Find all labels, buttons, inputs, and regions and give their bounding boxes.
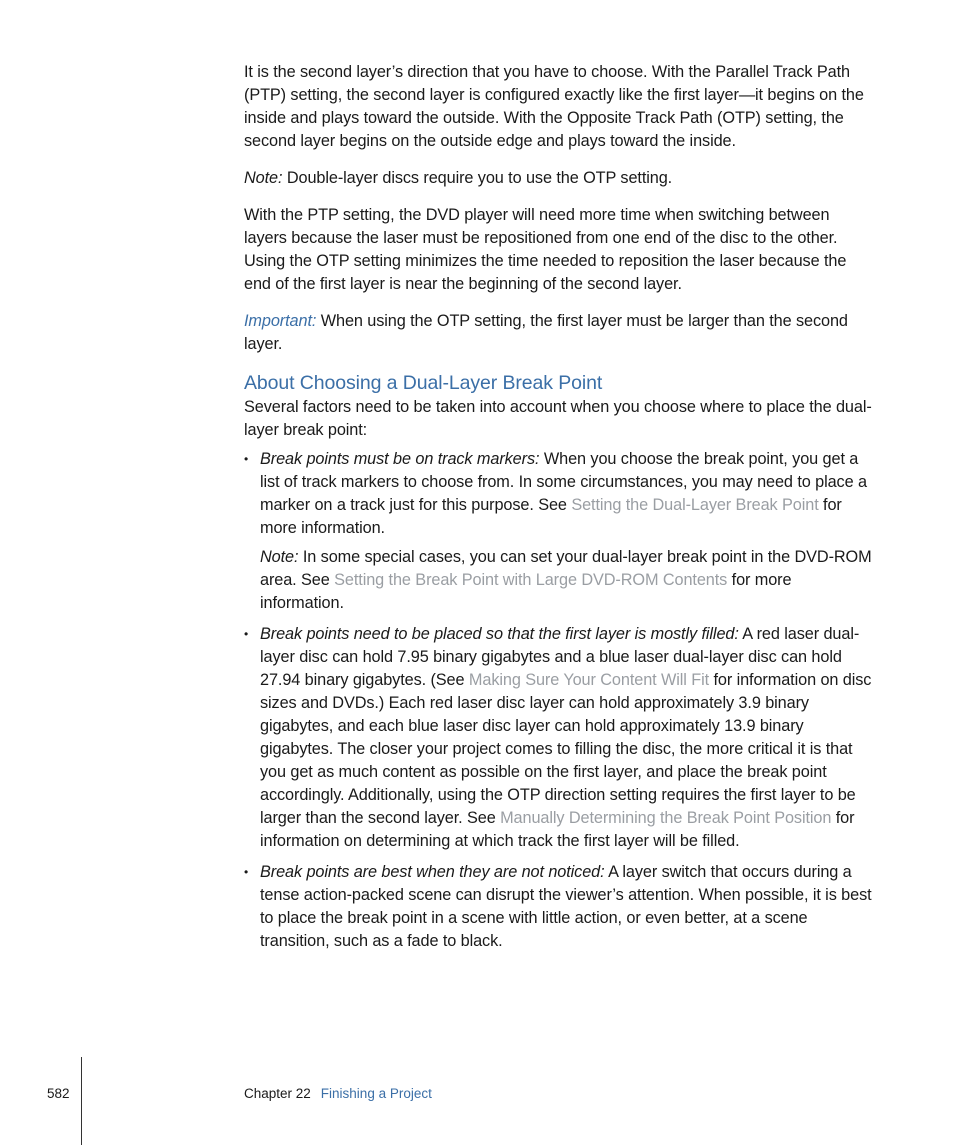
section-heading: About Choosing a Dual-Layer Break Point [244, 372, 603, 394]
bullet-text: A red laser dual-layer disc can hold 7.95 binary gigabytes and a blue laser dual-layer disc can hold 27.94 binary gigabytes. (See [260, 625, 860, 689]
xref-link-content-will-fit[interactable]: Making Sure Your Content Will Fit [468, 671, 710, 689]
xref-link-large-dvd-rom[interactable]: Setting the Break Point with Large DVD-ROM Contents [334, 571, 728, 589]
bullet-list [244, 448, 876, 953]
bullet-icon: • [244, 627, 249, 641]
important-label: Important: [244, 312, 317, 330]
bullet-label: Break points must be on track markers: [260, 450, 540, 468]
list-item [244, 623, 876, 853]
bullet-text: for information on disc sizes and DVDs.) Each red laser disc layer can hold approximately 3.9 binary gigabytes, and each blue laser disc layer can hold approximately 13.9 binary gigabytes. The closer your project comes to filling the disc, the more critical it is that you get as much content as possible on the first layer, and place the break point accordingly. Additionally, using the OTP direction setting requires the first layer to be larger than the second layer. See [260, 671, 872, 827]
intro-paragraph: It is the second layer’s direction that you have to choose. With the Parallel Track Path (PTP) setting, the second layer is configured exactly like the first layer—it begins on the inside and plays toward the outside. With the Opposite Track Path (OTP) setting, the second layer begins on the outside edge and plays toward the inside. [244, 63, 864, 150]
footer-divider [81, 1057, 82, 1145]
xref-link-break-point-position[interactable]: Manually Determining the Break Point Position [500, 809, 832, 827]
page-number: 582 [47, 1086, 70, 1101]
bullet-text: When you choose the break point, you get a list of track markers to choose from. In some circumstances, you may need to place a marker on a track just for this purpose. See [260, 450, 867, 514]
note-text: Double-layer discs require you to use the OTP setting. [282, 169, 673, 187]
section-lead: Several factors need to be taken into account when you choose where to place the dual-layer break point: [244, 398, 872, 439]
important-text: When using the OTP setting, the first layer must be larger than the second layer. [244, 312, 848, 353]
chapter-title: Finishing a Project [320, 1086, 432, 1101]
list-item [244, 448, 876, 615]
bullet-icon: • [244, 452, 249, 466]
bullet-text: A layer switch that occurs during a tense action-packed scene can disrupt the viewer’s attention. When possible, it is best to place the break point in a scene with little action, or even better, at a scene transition, such as a fade to black. [260, 863, 872, 950]
list-item [244, 861, 876, 953]
note-paragraph [244, 167, 876, 190]
bullet-label: Break points are best when they are not noticed: [260, 863, 605, 881]
important-paragraph [244, 310, 876, 356]
chapter-label: Chapter 22 [244, 1086, 311, 1101]
ptp-paragraph: With the PTP setting, the DVD player will need more time when switching between layers because the laser must be repositioned from one end of the disc to the other. Using the OTP setting minimizes the time needed to reposition the laser because the end of the first layer is near the beginning of the second layer. [244, 206, 847, 293]
note-label: Note: [260, 548, 299, 566]
bullet-icon: • [244, 865, 249, 879]
xref-link-dual-layer-break-point[interactable]: Setting the Dual-Layer Break Point [571, 496, 819, 514]
note-label: Note: [244, 169, 283, 187]
note-text: for more information. [260, 571, 792, 612]
bullet-text: for information on determining at which track the first layer will be filled. [260, 809, 855, 850]
bullet-text: for more information. [260, 496, 842, 537]
page-content [244, 61, 876, 961]
bullet-label: Break points need to be placed so that the first layer is mostly filled: [260, 625, 739, 643]
note-text: In some special cases, you can set your dual-layer break point in the DVD-ROM area. See [260, 548, 872, 589]
footer-chapter [244, 1086, 432, 1101]
bullet-note [260, 546, 876, 615]
